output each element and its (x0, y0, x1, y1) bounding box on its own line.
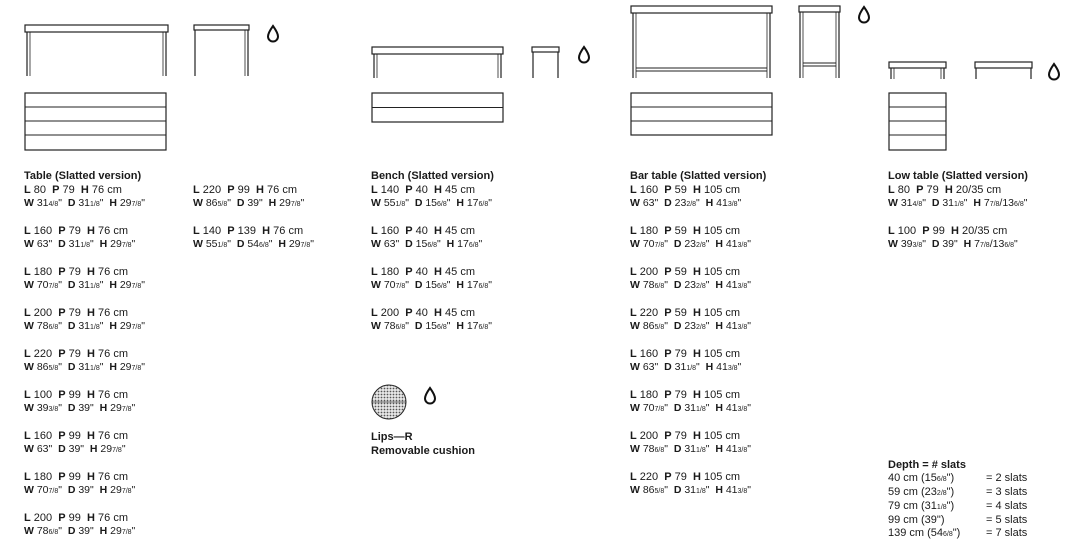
bar-table-front-drawing (630, 5, 774, 80)
bench-side-drawing (531, 46, 561, 80)
bar-table-side-drawing (798, 5, 842, 80)
dimension-entry (888, 183, 1028, 211)
lips-title: Lips—R (371, 431, 413, 443)
imperial-dimensions: W 63" D 156/8" H 176/8" (371, 238, 483, 250)
section-title: Low table (Slatted version) (888, 170, 1028, 182)
metric-dimensions: L 160 P 79 H 105 cm (630, 348, 741, 360)
dimension-entry (888, 224, 1028, 252)
dimension-entry (371, 306, 494, 334)
metric-dimensions: L 220 P 99 H 76 cm (193, 184, 297, 196)
depth-row: 99 cm (39") = 5 slats (888, 514, 1028, 526)
dimension-entry (630, 265, 766, 293)
metric-dimensions: L 160 P 99 H 76 cm (24, 430, 128, 442)
water-drop-icon (858, 6, 870, 24)
bar-table-top-drawing (630, 92, 774, 137)
metric-dimensions: L 180 P 79 H 105 cm (630, 389, 741, 401)
metric-dimensions: L 200 P 59 H 105 cm (630, 266, 741, 278)
dimension-entry (630, 347, 766, 375)
bench-spec-column (371, 169, 494, 334)
dimension-entry (24, 388, 145, 416)
metric-dimensions: L 220 P 79 H 105 cm (630, 471, 741, 483)
dimension-entry (24, 224, 145, 252)
dimension-entry (24, 470, 145, 498)
dimension-entry (24, 306, 145, 334)
depth-row: 59 cm (232/8") = 3 slats (888, 486, 1028, 498)
bench-top-drawing (371, 92, 505, 124)
imperial-dimensions: W 63" D 39" H 297/8" (24, 443, 126, 455)
metric-dimensions: L 80 P 79 H 20/35 cm (888, 184, 1002, 196)
imperial-dimensions: W 63" D 232/8" H 413/8" (630, 197, 742, 209)
imperial-dimensions: W 865/8" D 311/8" H 297/8" (24, 361, 145, 373)
dimension-entry (24, 429, 145, 457)
metric-dimensions: L 180 P 40 H 45 cm (371, 266, 475, 278)
metric-dimensions: L 200 P 99 H 76 cm (24, 512, 128, 524)
imperial-dimensions: W 314/8" D 311/8" H 77/8/136/8" (888, 197, 1028, 209)
table-top-drawing (24, 92, 168, 152)
imperial-dimensions: W 551/8" D 156/8" H 176/8" (371, 197, 492, 209)
imperial-dimensions: W 786/8" D 39" H 297/8" (24, 525, 136, 537)
imperial-dimensions: W 865/8" D 311/8" H 413/8" (630, 484, 751, 496)
low-table-top-drawing (888, 92, 948, 152)
table-side-drawing (193, 24, 251, 78)
imperial-dimensions: W 865/8" D 39" H 297/8" (193, 197, 305, 209)
metric-dimensions: L 180 P 79 H 76 cm (24, 266, 128, 278)
metric-dimensions: L 160 P 79 H 76 cm (24, 225, 128, 237)
dimension-entry (630, 224, 766, 252)
dimension-entry (630, 470, 766, 498)
imperial-dimensions: W 393/8" D 39" H 77/8/136/8" (888, 238, 1018, 250)
imperial-dimensions: W 63" D 311/8" H 297/8" (24, 238, 136, 250)
metric-dimensions: L 180 P 59 H 105 cm (630, 225, 741, 237)
metric-dimensions: L 100 P 99 H 20/35 cm (888, 225, 1008, 237)
lips-subtitle: Removable cushion (371, 445, 475, 457)
imperial-dimensions: W 786/8" D 311/8" H 413/8" (630, 443, 751, 455)
metric-dimensions: L 220 P 59 H 105 cm (630, 307, 741, 319)
metric-dimensions: L 100 P 99 H 76 cm (24, 389, 128, 401)
bench-front-drawing (371, 46, 505, 80)
imperial-dimensions: W 707/8" D 232/8" H 413/8" (630, 238, 751, 250)
cushion-swatch-drawing (371, 384, 409, 422)
metric-dimensions: L 180 P 99 H 76 cm (24, 471, 128, 483)
section-title: Table (Slatted version) (24, 170, 142, 182)
imperial-dimensions: W 707/8" D 39" H 297/8" (24, 484, 136, 496)
water-drop-icon (578, 46, 590, 64)
dimension-entry (24, 511, 145, 539)
dimension-entry (193, 183, 314, 211)
metric-dimensions: L 220 P 79 H 76 cm (24, 348, 128, 360)
dimension-entry (630, 429, 766, 457)
imperial-dimensions: W 707/8" D 156/8" H 176/8" (371, 279, 492, 291)
dimension-entry (371, 265, 494, 293)
water-drop-icon (424, 387, 436, 405)
metric-dimensions: L 200 P 79 H 105 cm (630, 430, 741, 442)
dimension-entry (630, 306, 766, 334)
depth-row: 79 cm (311/8") = 4 slats (888, 500, 1028, 512)
depth-row: 40 cm (156/8") = 2 slats (888, 472, 1028, 484)
water-drop-icon (1048, 63, 1060, 81)
metric-dimensions: L 200 P 40 H 45 cm (371, 307, 475, 319)
depth-legend-title: Depth = # slats (888, 459, 966, 471)
water-drop-icon (267, 25, 279, 43)
metric-dimensions: L 200 P 79 H 76 cm (24, 307, 128, 319)
bar-table-spec-column (630, 169, 766, 498)
metric-dimensions: L 80 P 79 H 76 cm (24, 184, 122, 196)
metric-dimensions: L 160 P 59 H 105 cm (630, 184, 741, 196)
imperial-dimensions: W 551/8" D 546/8" H 297/8" (193, 238, 314, 250)
section-title: Bar table (Slatted version) (630, 170, 767, 182)
dimension-entry (371, 224, 494, 252)
imperial-dimensions: W 393/8" D 39" H 297/8" (24, 402, 136, 414)
imperial-dimensions: W 786/8" D 232/8" H 413/8" (630, 279, 751, 291)
imperial-dimensions: W 707/8" D 311/8" H 297/8" (24, 279, 145, 291)
imperial-dimensions: W 63" D 311/8" H 413/8" (630, 361, 742, 373)
table-front-drawing (24, 24, 170, 78)
depth-legend (888, 458, 1027, 541)
imperial-dimensions: W 865/8" D 232/8" H 413/8" (630, 320, 751, 332)
dimension-entry (24, 347, 145, 375)
low-table-spec-column (888, 169, 1028, 252)
section-title: Bench (Slatted version) (371, 170, 494, 182)
metric-dimensions: L 140 P 139 H 76 cm (193, 225, 304, 237)
dimension-entry (24, 265, 145, 293)
imperial-dimensions: W 707/8" D 311/8" H 413/8" (630, 402, 751, 414)
table-spec-column (24, 169, 145, 539)
low-table-front-drawing (888, 61, 948, 81)
table-spec-column-continued (193, 183, 314, 252)
dimension-entry (193, 224, 314, 252)
dimension-entry (371, 183, 494, 211)
imperial-dimensions: W 786/8" D 311/8" H 297/8" (24, 320, 145, 332)
imperial-dimensions: W 786/8" D 156/8" H 176/8" (371, 320, 492, 332)
low-table-side-drawing (974, 61, 1034, 81)
depth-row: 139 cm (546/8") = 7 slats (888, 527, 1028, 539)
dimension-entry (24, 183, 145, 211)
dimension-entry (630, 183, 766, 211)
imperial-dimensions: W 314/8" D 311/8" H 297/8" (24, 197, 145, 209)
dimension-entry (630, 388, 766, 416)
metric-dimensions: L 160 P 40 H 45 cm (371, 225, 475, 237)
metric-dimensions: L 140 P 40 H 45 cm (371, 184, 475, 196)
